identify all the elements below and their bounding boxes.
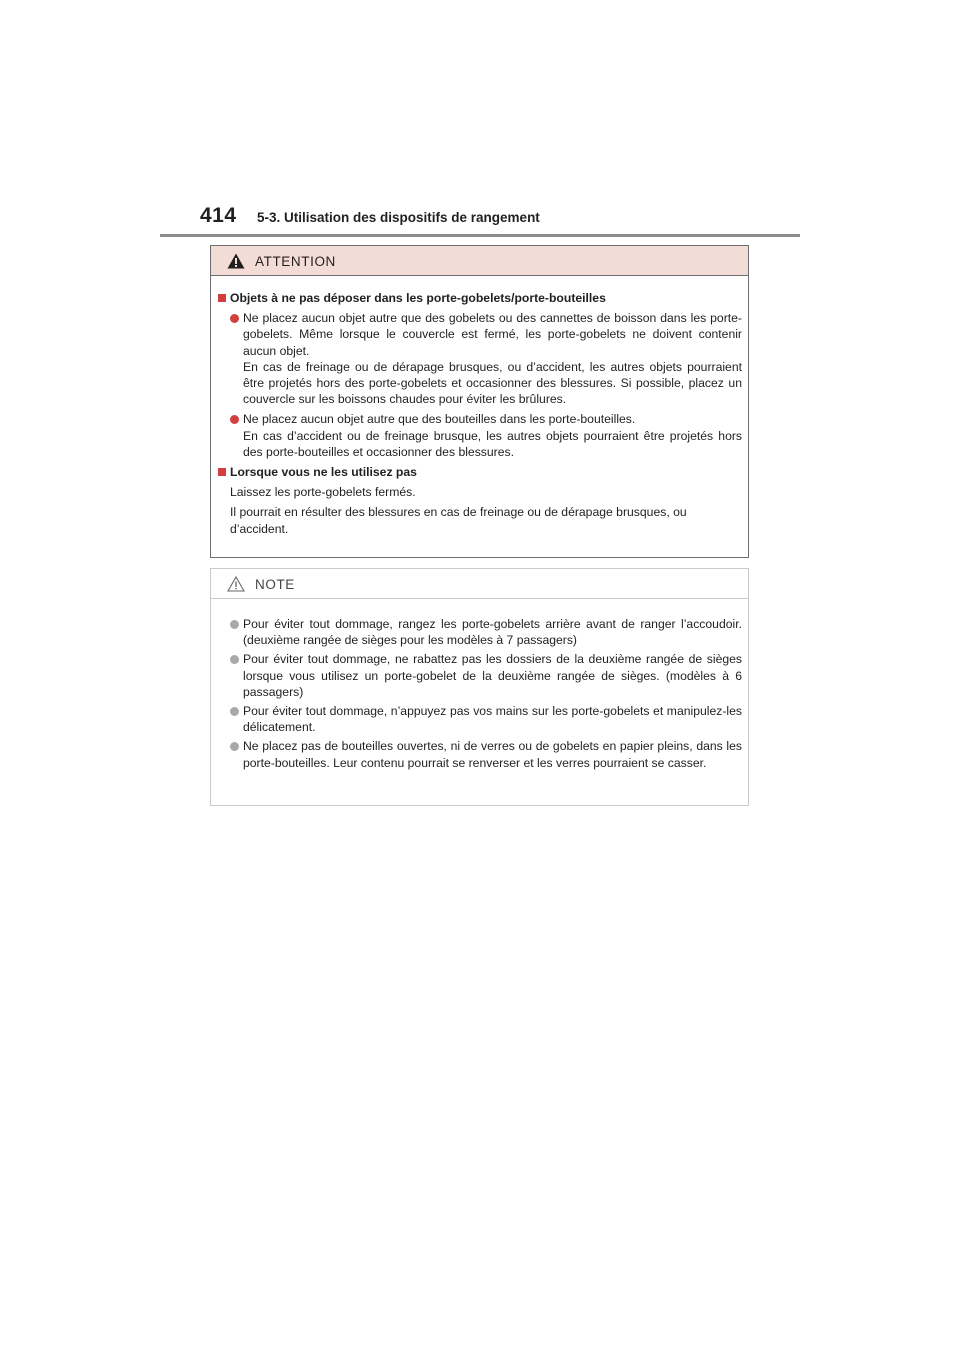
list-item [217, 411, 742, 460]
red-square-bullet-icon [218, 294, 226, 302]
attention-title: ATTENTION [255, 254, 336, 269]
circle-bullet-icon [230, 314, 239, 323]
list-item [217, 703, 742, 735]
circle-bullet-icon [230, 742, 239, 751]
paragraph: Ne placez aucun objet autre que des bouteilles dans les porte-bouteilles. [243, 412, 636, 427]
warning-triangle-outline-icon [227, 576, 245, 592]
section-title: 5-3. Utilisation des dispositifs de rangement [257, 210, 540, 225]
note-box [210, 568, 749, 806]
list-item [217, 616, 742, 648]
attention-box [210, 245, 749, 558]
page-header [160, 200, 800, 237]
paragraph: Pour éviter tout dommage, n’appuyez pas vos mains sur les porte-gobelets et manipulez-les délicatement. [243, 704, 742, 735]
circle-bullet-icon [230, 707, 239, 716]
attention-content [211, 276, 748, 537]
attention-header [211, 246, 748, 276]
paragraph: Pour éviter tout dommage, rangez les porte-gobelets arrière avant de ranger l’accoudoir. (deuxième rangée de sièges pour les modèles à 7 passagers) [243, 617, 742, 648]
note-content [211, 599, 748, 771]
list-item [217, 651, 742, 700]
circle-bullet-icon [230, 655, 239, 664]
paragraph: Ne placez aucun objet autre que des gobelets ou des cannettes de boisson dans les porte-gobelets. Même lorsque le couvercle est fermé, les porte-gobelets ne doivent contenir aucun objet. [243, 311, 742, 358]
section-heading: Objets à ne pas déposer dans les porte-gobelets/porte-bouteilles [217, 290, 742, 306]
page-number: 414 [200, 204, 237, 227]
paragraph: Pour éviter tout dommage, ne rabattez pas les dossiers de la deuxième rangée de sièges lorsque vous utilisez un porte-gobelet de la deuxième rangée de sièges. (modèles à 6 passagers) [243, 652, 742, 699]
red-square-bullet-icon [218, 468, 226, 476]
paragraph: Ne placez pas de bouteilles ouvertes, ni de verres ou de gobelets en papier pleins, dans les porte-bouteilles. Leur contenu pourrait se renverser et les verres pourraient se casser. [243, 739, 742, 770]
note-header [211, 569, 748, 599]
warning-triangle-filled-icon [227, 253, 245, 269]
note-title: NOTE [255, 577, 295, 592]
section-heading: Lorsque vous ne les utilisez pas [217, 464, 742, 480]
list-item [217, 738, 742, 770]
paragraph: En cas de freinage ou de dérapage brusques, ou d’accident, les autres objets pourraient être projetés hors des porte-gobelets et occasionner des blessures. Si possible, placez un couvercle sur les boissons chaudes pour éviter les brûlures. [243, 359, 742, 407]
paragraph: En cas d’accident ou de freinage brusque, les autres objets pourraient être projetés hors des porte-bouteilles et occasionner des blessures. [243, 428, 742, 459]
circle-bullet-icon [230, 415, 239, 424]
paragraph: Il pourrait en résulter des blessures en cas de freinage ou de dérapage brusques, ou d’accident. [230, 505, 687, 536]
paragraph: Laissez les porte-gobelets fermés. [230, 485, 416, 500]
paragraph-block [217, 484, 742, 537]
circle-bullet-icon [230, 620, 239, 629]
list-item [217, 310, 742, 407]
